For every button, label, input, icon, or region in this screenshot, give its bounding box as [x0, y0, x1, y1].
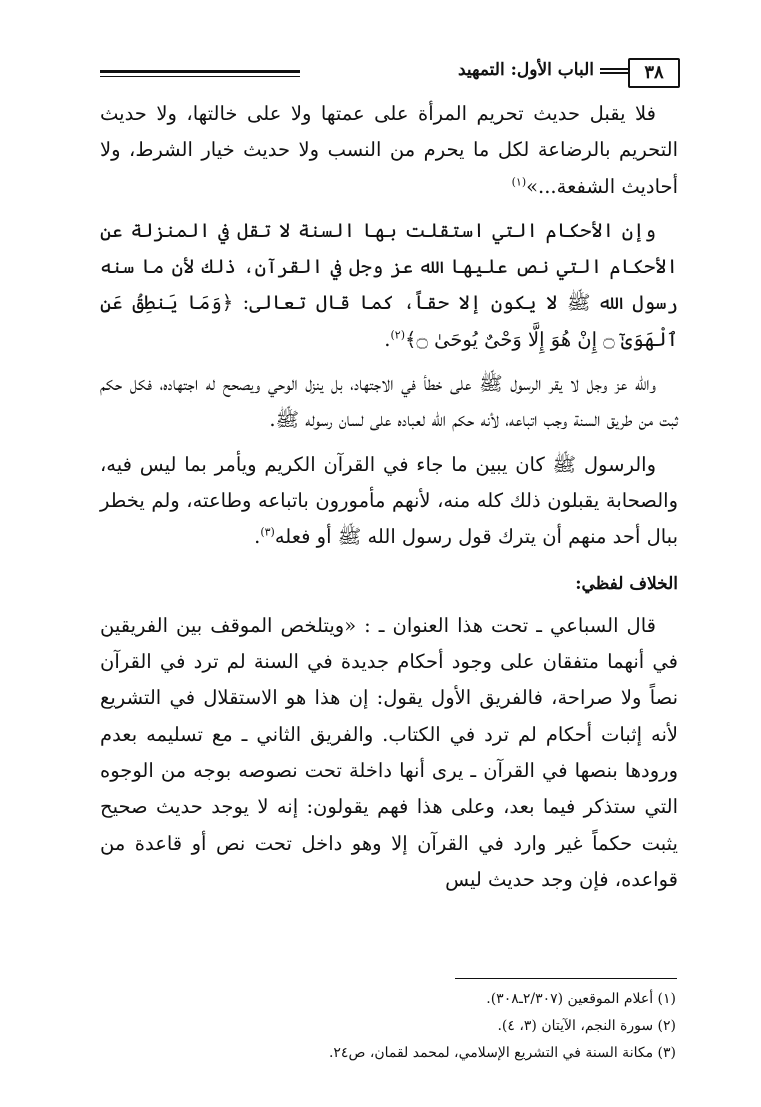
- paragraph-4: والرسول ﷺ كان يبين ما جاء في القرآن الكريم ويأمر بما ليس فيه، والصحابة يقبلون ذلك كله منه، لأنهم مأمورون باتباعه وطاعته، ولم يخطر ببال أحد منهم أن يترك قول رسول الله ﷺ أو فعله$^{(٣)}$.: [100, 452, 678, 549]
- paragraph-1: [100, 96, 678, 205]
- page-number: ٣٨: [628, 58, 680, 88]
- paragraph-4-text: والرسول ﷺ كان يبين ما جاء في القرآن الكريم ويأمر بما ليس فيه، والصحابة يقبلون ذلك كله منه، لأنهم مأمورون باتباعه وطاعته، ولم يخطر ببال أحد منهم أن يترك قول رسول الله ﷺ أو فعله: [100, 452, 678, 549]
- paragraph-1-text: فلا يقبل حديث تحريم المرأة على عمتها ولا على خالتها، ولا حديث التحريم بالرضاعة لكل ما يحرم من النسب ولا حديث خيار الشرط، ولا أحاديث الشفعة...»: [100, 102, 678, 198]
- paragraph-3: والله عز وجل لا يقر الرسول ﷺ على خطأ في الاجتهاد، بل ينزل الوحي ويصحح له اجتهاده، فكل حكم ثبت من طريق السنة وجب اتباعه، لأنه حكم الله لعباده على لسان رسوله ﷺ.: [100, 372, 678, 432]
- footnote-separator: [455, 978, 677, 979]
- footnote-1: (١) أعلام الموقعين (٢/٣٠٧ـ٣٠٨).: [486, 991, 676, 1007]
- header-rule-short: [600, 68, 628, 74]
- footnote-3: (٣) مكانة السنة في التشريع الإسلامي، لمحمد لقمان، ص٢٤.: [328, 1045, 676, 1061]
- footnote-ref-1: (١): [511, 175, 527, 189]
- section-heading: الخلاف لفظي:: [575, 573, 678, 594]
- running-header: [100, 56, 680, 90]
- footnote-2: (٢) سورة النجم، الآيتان (٣، ٤).: [497, 1018, 676, 1034]
- paragraph-2: وإن الأحكام التي استقلت بها السنة لا تقل في المنزلة عن الأحكام التي نص عليها الله عز وجل في القرآن، ذلك لأن ما سنه رسول الله ﷺ لا يكون إلا حقاً، كما قال تعالى: ﴿وَمَا يَنطِقُ عَنِ ٱلْهَوَىٰٓ ۝ إِنْ هُوَ إِلَّا وَحْىٌ يُوحَىٰ ۝﴾$^{(٢)}$.: [100, 218, 678, 351]
- header-rule-long: [100, 70, 300, 73]
- footnote-ref-3: (٣): [260, 525, 275, 539]
- main-text: [100, 96, 678, 906]
- footnotes: [116, 986, 676, 1067]
- paragraph-2-text: وإن الأحكام التي استقلت بها السنة لا تقل في المنزلة عن الأحكام التي نص عليها الله عز وجل في القرآن، ذلك لأن ما سنه رسول الله ﷺ لا يكون إلا حقاً، كما قال تعالى: ﴿وَمَا يَنطِقُ عَنِ ٱلْهَوَىٰٓ ۝ إِنْ هُوَ إِلَّا وَحْىٌ يُوحَىٰ ۝﴾: [100, 218, 678, 351]
- footnote-ref-2: (٢): [390, 328, 405, 342]
- running-title: الباب الأول: التمهيد: [457, 60, 594, 80]
- paragraph-5: قال السباعي ـ تحت هذا العنوان ـ : «ويتلخص الموقف بين الفريقين في أنهما متفقان على وجود أحكام جديدة في السنة لم ترد في القرآن نصاً ولا صراحة، فالفريق الأول يقول: إن هذا هو الاستقلال في التشريع لأنه إثبات أحكام لم ترد في الكتاب. والفريق الثاني ـ مع تسليمه بعدم ورودها بنصها في القرآن ـ يرى أنها داخلة تحت نصوصه بوجه من الوجوه التي ستذكر فيما بعد، وعلى هذا فهم يقولون: إنه لا يوجد حديث صحيح يثبت حكماً غير وارد في القرآن إلا وهو داخل تحت نص أو قاعدة من قواعده، فإن وجد حديث ليس: [100, 613, 678, 891]
